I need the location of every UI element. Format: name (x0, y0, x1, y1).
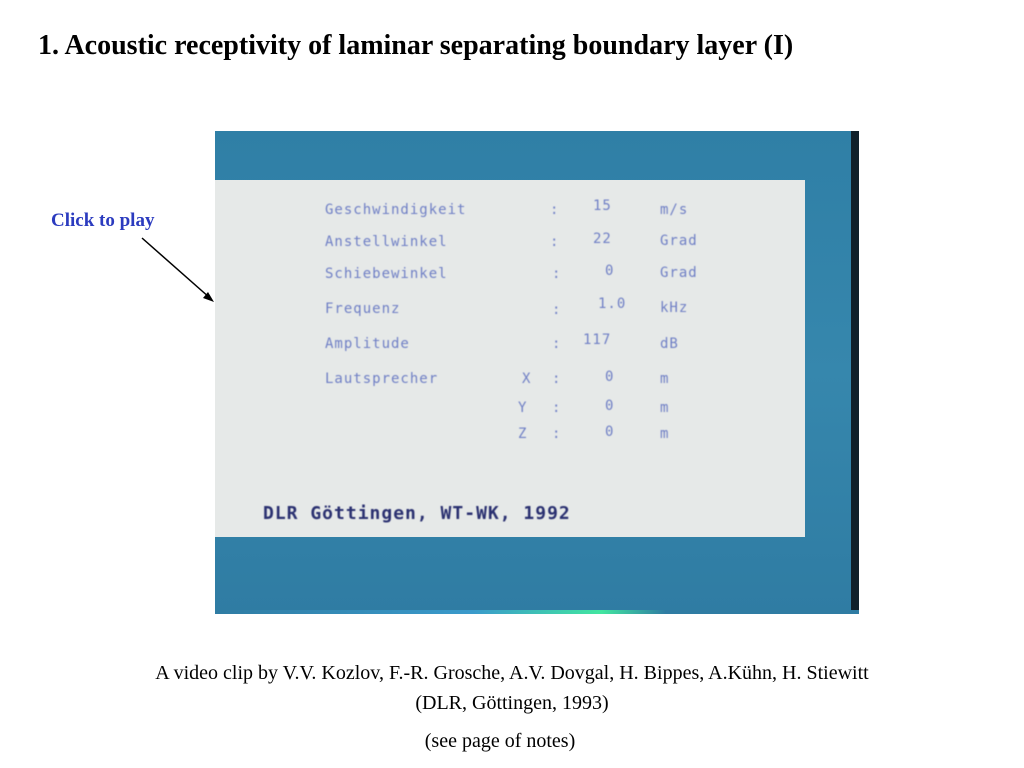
row-value: 0 (605, 263, 615, 279)
row-sep: : (552, 266, 562, 282)
video-player[interactable] (215, 131, 859, 614)
video-bottom-line (215, 610, 859, 614)
coord-axis: X (522, 371, 532, 387)
coord-sep: : (552, 400, 562, 416)
video-caption (0, 658, 1024, 718)
row-value: 1.0 (598, 296, 627, 312)
coord-unit: m (660, 371, 670, 387)
row-label: Amplitude (325, 336, 410, 352)
row-unit: Grad (660, 265, 698, 281)
click-to-play-link[interactable]: Click to play (51, 210, 155, 231)
row-label: Geschwindigkeit (325, 202, 467, 218)
coord-axis: Z (518, 426, 528, 442)
row-label: Frequenz (325, 301, 401, 317)
notes-reference: (see page of notes) (424, 730, 576, 752)
coord-sep: : (552, 371, 562, 387)
coord-value: 0 (605, 398, 615, 414)
video-edge (851, 131, 859, 614)
lautsprecher-label: Lautsprecher (325, 371, 439, 387)
row-sep: : (550, 234, 560, 250)
video-frame-screen (215, 180, 805, 537)
coord-value: 0 (605, 369, 615, 385)
caption-authors: A video clip by V.V. Kozlov, F.-R. Grosche, A.V. Dovgal, H. Bippes, A.Kühn, H. Stiewitt (155, 662, 869, 684)
row-value: 15 (593, 198, 612, 214)
row-unit: kHz (660, 300, 689, 316)
row-unit: m/s (660, 202, 689, 218)
slide-title: 1. Acoustic receptivity of laminar separating boundary layer (I) (38, 30, 794, 61)
row-unit: dB (660, 336, 679, 352)
row-label: Schiebewinkel (325, 266, 448, 282)
coord-unit: m (660, 426, 670, 442)
caption-institution: (DLR, Göttingen, 1993) (415, 692, 609, 714)
coord-value: 0 (605, 424, 615, 440)
coord-axis: Y (518, 400, 528, 416)
row-sep: : (552, 336, 562, 352)
coord-unit: m (660, 400, 670, 416)
video-footer-text: DLR Göttingen, WT-WK, 1992 (263, 503, 571, 524)
row-sep: : (552, 302, 562, 318)
row-label: Anstellwinkel (325, 234, 448, 250)
row-value: 22 (593, 231, 612, 247)
row-unit: Grad (660, 233, 698, 249)
row-value: 117 (583, 332, 612, 348)
row-sep: : (550, 202, 560, 218)
coord-sep: : (552, 426, 562, 442)
